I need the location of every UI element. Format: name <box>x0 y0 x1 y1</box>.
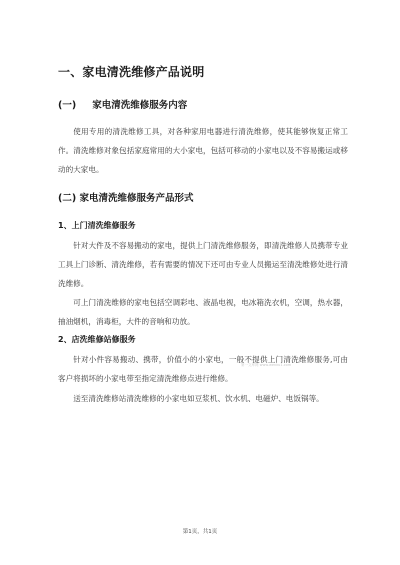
subsection-1-heading <box>58 97 187 111</box>
item-2-paragraph-1: 针对小件容易搬动、携带，价值小的小家电，一般不提供上门清洗维修服务,可由客户将损坏的小家电带至指定清洗维修点进行维修。 <box>58 355 348 383</box>
item-2-title: 2、店洗维修站修服务 <box>58 335 136 344</box>
subsection-1-number: (一) <box>58 100 77 111</box>
item-1-paragraph-1: 针对大件及不容易搬动的家电，提供上门清洗维修服务，即清洗维修人员携带专业工具上门诊断、清洗维修，若有需要的情况下还可由专业人员搬运至清洗维修处进行清洗维修。 <box>58 241 348 288</box>
subsection-1-title: 家电清洗维修服务内容 <box>92 100 188 111</box>
item-1-paragraph-2: 可上门清洗维修的家电包括空调彩电、液晶电视，电冰箱洗衣机，空调，热水器，抽油烟机，消毒柜，大件的音响和功放。 <box>58 298 348 326</box>
item-1-title: 1、上门清洗维修服务 <box>58 221 136 230</box>
subsection-2-title: (二) 家电清洗维修服务产品形式 <box>58 193 194 204</box>
section-title: 一、家电清洗维修产品说明 <box>58 65 205 79</box>
item-2-paragraph-2: 送至清洗维修站清洗维修的小家电如豆浆机、饮水机、电磁炉、电饭锅等。 <box>73 394 324 403</box>
subsection-1-paragraph: 使用专用的清洗维修工具，对各种家用电器进行清洗维修，使其能够恢复正常工作。清洗维修对象包括家庭常用的大小家电，包括可移动的小家电以及不容易搬运或移动的大家电。 <box>58 127 348 174</box>
watermark-stamp: 第一文库网 www.wenku1.com <box>241 363 292 367</box>
page-footer: 第1页，共1页 <box>182 529 218 535</box>
